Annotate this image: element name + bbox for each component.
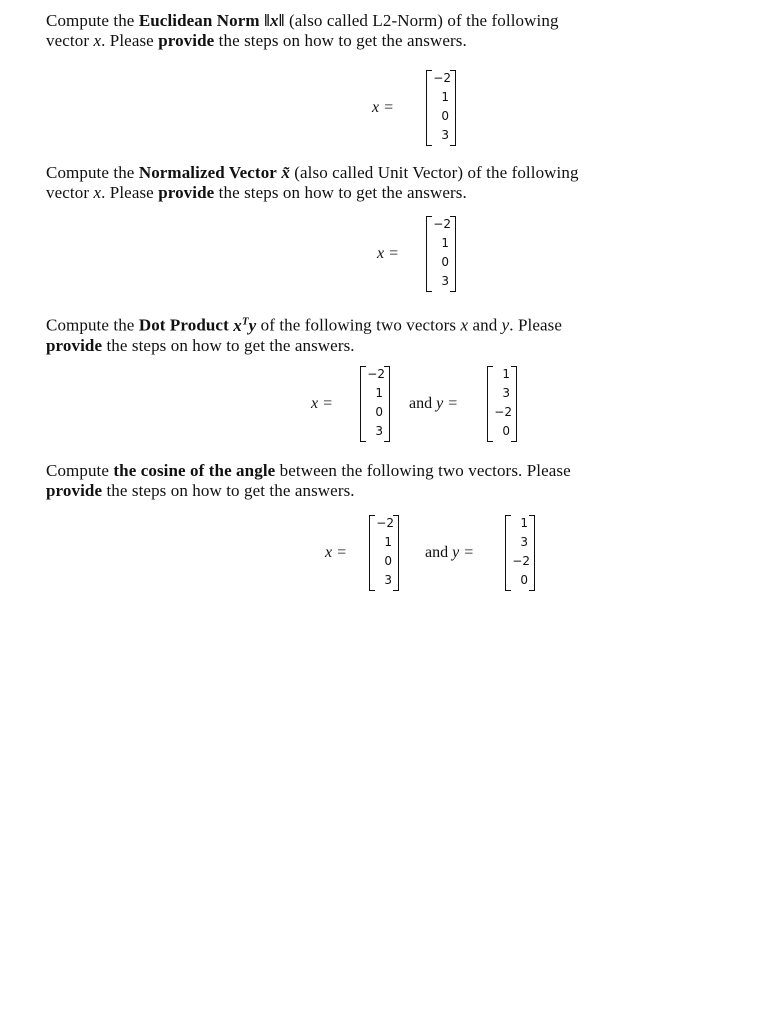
vector-entry: 3	[441, 274, 449, 288]
vector-entry: −2	[376, 516, 394, 530]
vector-entry: 1	[441, 236, 449, 250]
vector-y	[505, 513, 535, 593]
problem-3-and: and	[468, 315, 502, 335]
vector-x	[426, 214, 456, 294]
vector-entry: 0	[520, 573, 528, 587]
vector-entry: 3	[502, 386, 510, 400]
problem-4-suffix: the steps on how to get the answers.	[102, 481, 355, 500]
x-label: x =	[377, 245, 399, 262]
problem-1-equation	[0, 68, 768, 148]
problem-3-prefix: Compute the	[46, 315, 139, 335]
vector-entry: 1	[520, 516, 528, 530]
problem-2-provide: provide	[158, 183, 215, 202]
vector-entry: 1	[441, 90, 449, 104]
x-label: x =	[311, 395, 333, 412]
vector-x	[360, 364, 390, 444]
problem-3-text	[46, 311, 706, 356]
vector-entry: 0	[441, 109, 449, 123]
problem-3-middle: of the following two vectors	[256, 315, 461, 335]
vector-entry: −2	[494, 405, 512, 419]
problem-1-line2-mid: . Please	[101, 31, 159, 50]
vector-x	[426, 68, 456, 148]
problem-3-middle-end: . Please	[509, 315, 563, 335]
x-label: x =	[325, 544, 347, 561]
vector-entry: 3	[384, 573, 392, 587]
vector-y	[487, 364, 517, 444]
problem-3-var-a: x	[460, 315, 469, 335]
problem-2-middle: (also called Unit Vector) of the following	[289, 163, 579, 182]
problem-2-line2-pre: vector	[46, 183, 94, 202]
vector-entry: −2	[367, 367, 385, 381]
vector-entry: 0	[384, 554, 392, 568]
problem-3-suffix: the steps on how to get the answers.	[102, 335, 355, 355]
problem-2-equation	[0, 214, 768, 294]
problem-4-term: the cosine of the angle	[113, 461, 276, 480]
problem-2-suffix: the steps on how to get the answers.	[214, 183, 467, 202]
vector-x	[369, 513, 399, 593]
problem-2-text	[46, 163, 706, 203]
vector-entry: 1	[384, 535, 392, 549]
problem-4-middle: between the following two vectors. Please	[275, 461, 571, 480]
problem-3-term: Dot Product	[138, 315, 229, 335]
problem-1-middle: (also called L2-Norm) of the following	[284, 11, 559, 30]
problem-4-prefix: Compute	[46, 461, 114, 480]
vector-entry: −2	[433, 217, 451, 231]
problem-1-suffix: the steps on how to get the answers.	[214, 31, 467, 50]
vector-entry: 0	[441, 255, 449, 269]
vector-entry: −2	[433, 71, 451, 85]
x-label: x =	[372, 99, 394, 116]
and-word: and	[409, 395, 433, 412]
y-label: y =	[436, 395, 459, 412]
problem-3-symbol-sup: T	[241, 315, 249, 327]
vector-entry: −2	[512, 554, 530, 568]
and-y-label	[409, 364, 458, 444]
problem-1-symbol: ‖x‖	[264, 11, 285, 30]
vector-entry: 3	[375, 424, 383, 438]
problem-3-symbol-after: y	[248, 315, 257, 335]
problem-1-term: Euclidean Norm	[138, 11, 260, 30]
vector-entry: 0	[502, 424, 510, 438]
and-word: and	[425, 544, 449, 561]
problem-3-equation	[0, 364, 768, 444]
problem-4-text	[46, 461, 706, 501]
problem-3-symbol: x	[233, 315, 242, 335]
problem-2-line2-mid: . Please	[101, 183, 159, 202]
vector-entry: 1	[375, 386, 383, 400]
y-label: y =	[452, 544, 475, 561]
problem-1-provide: provide	[158, 31, 215, 50]
problem-1-prefix: Compute the	[46, 11, 139, 30]
problem-1-text	[46, 11, 706, 51]
and-y-label	[425, 513, 474, 593]
problem-4-equation	[0, 513, 768, 593]
problem-2-var: x	[93, 183, 102, 202]
vector-entry: 3	[520, 535, 528, 549]
problem-2-term: Normalized Vector	[138, 163, 277, 182]
problem-3-provide: provide	[46, 335, 103, 355]
vector-entry: 0	[375, 405, 383, 419]
vector-entry: 1	[502, 367, 510, 381]
problem-1-line2-pre: vector	[46, 31, 94, 50]
problem-4-provide: provide	[46, 481, 103, 500]
problem-2-prefix: Compute the	[46, 163, 139, 182]
vector-entry: 3	[441, 128, 449, 142]
problem-2-symbol: x̃	[281, 163, 290, 182]
problem-3-var-b: y	[501, 315, 510, 335]
problem-1-var: x	[93, 31, 102, 50]
